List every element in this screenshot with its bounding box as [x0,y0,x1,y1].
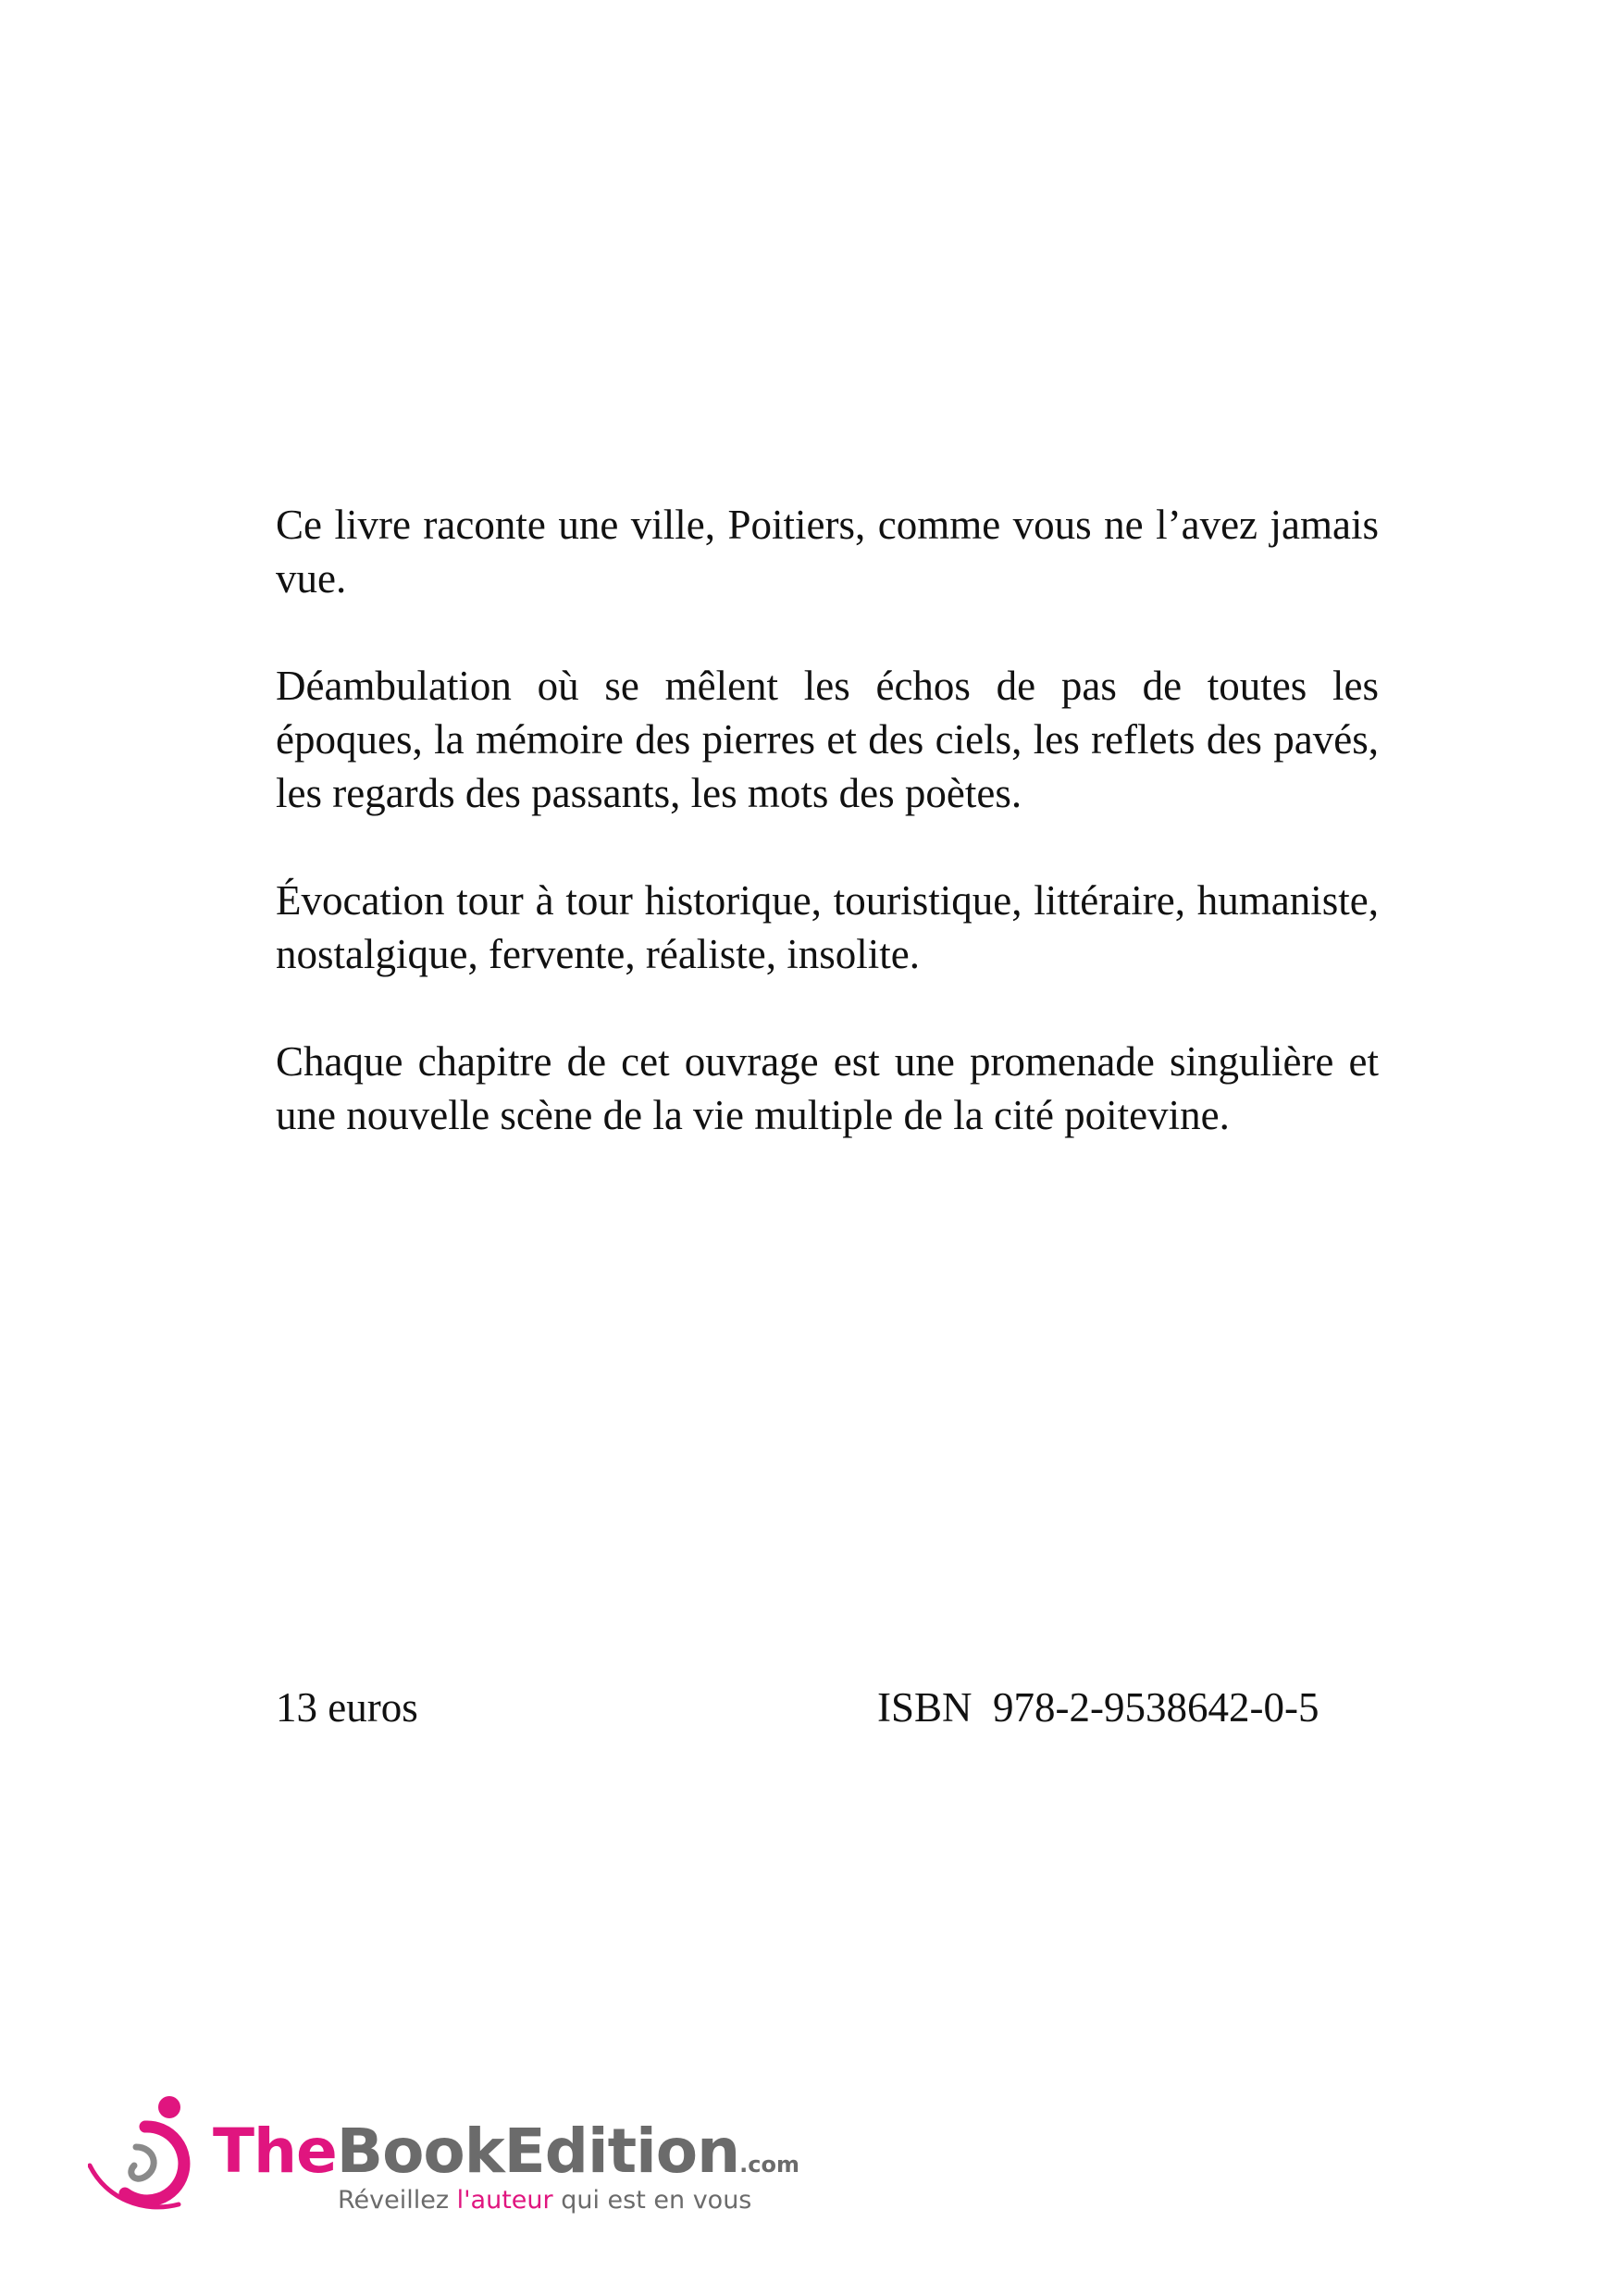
back-cover-blurb [276,498,1379,1196]
logo-brand-name: BookEdition [336,2116,740,2187]
thebookedition-logo [88,2091,828,2230]
logo-tagline [338,2186,751,2215]
logo-brand-suffix: .com [739,2152,799,2178]
isbn-label: ISBN 978-2-9538642-0-5 [877,1684,1319,1731]
tagline-end: qui est en vous [552,2186,752,2215]
blurb-paragraph-1: Ce livre raconte une ville, Poitiers, comme vous ne l’avez jamais vue. [276,502,1379,602]
blurb-paragraph-2: Déambulation où se mêlent les échos de pas de toutes les époques, la mémoire des pierres et des ciels, les reflets des pavés, les regards des passants, les mots des poètes. [276,663,1379,816]
blurb-paragraph-3: Évocation tour à tour historique, touristique, littéraire, humaniste, nostalgique, fervente, réaliste, insolite. [276,877,1379,977]
publisher-logo-icon [88,2091,204,2216]
price-label: 13 euros [276,1684,418,1731]
logo-brand-the: The [213,2116,337,2187]
blurb-paragraph-4: Chaque chapitre de cet ouvrage est une promenade singulière et une nouvelle scène de la vie multiple de la cité poitevine. [276,1038,1379,1138]
tagline-start: Réveillez [338,2186,457,2215]
tagline-accent: l'auteur [456,2186,553,2215]
